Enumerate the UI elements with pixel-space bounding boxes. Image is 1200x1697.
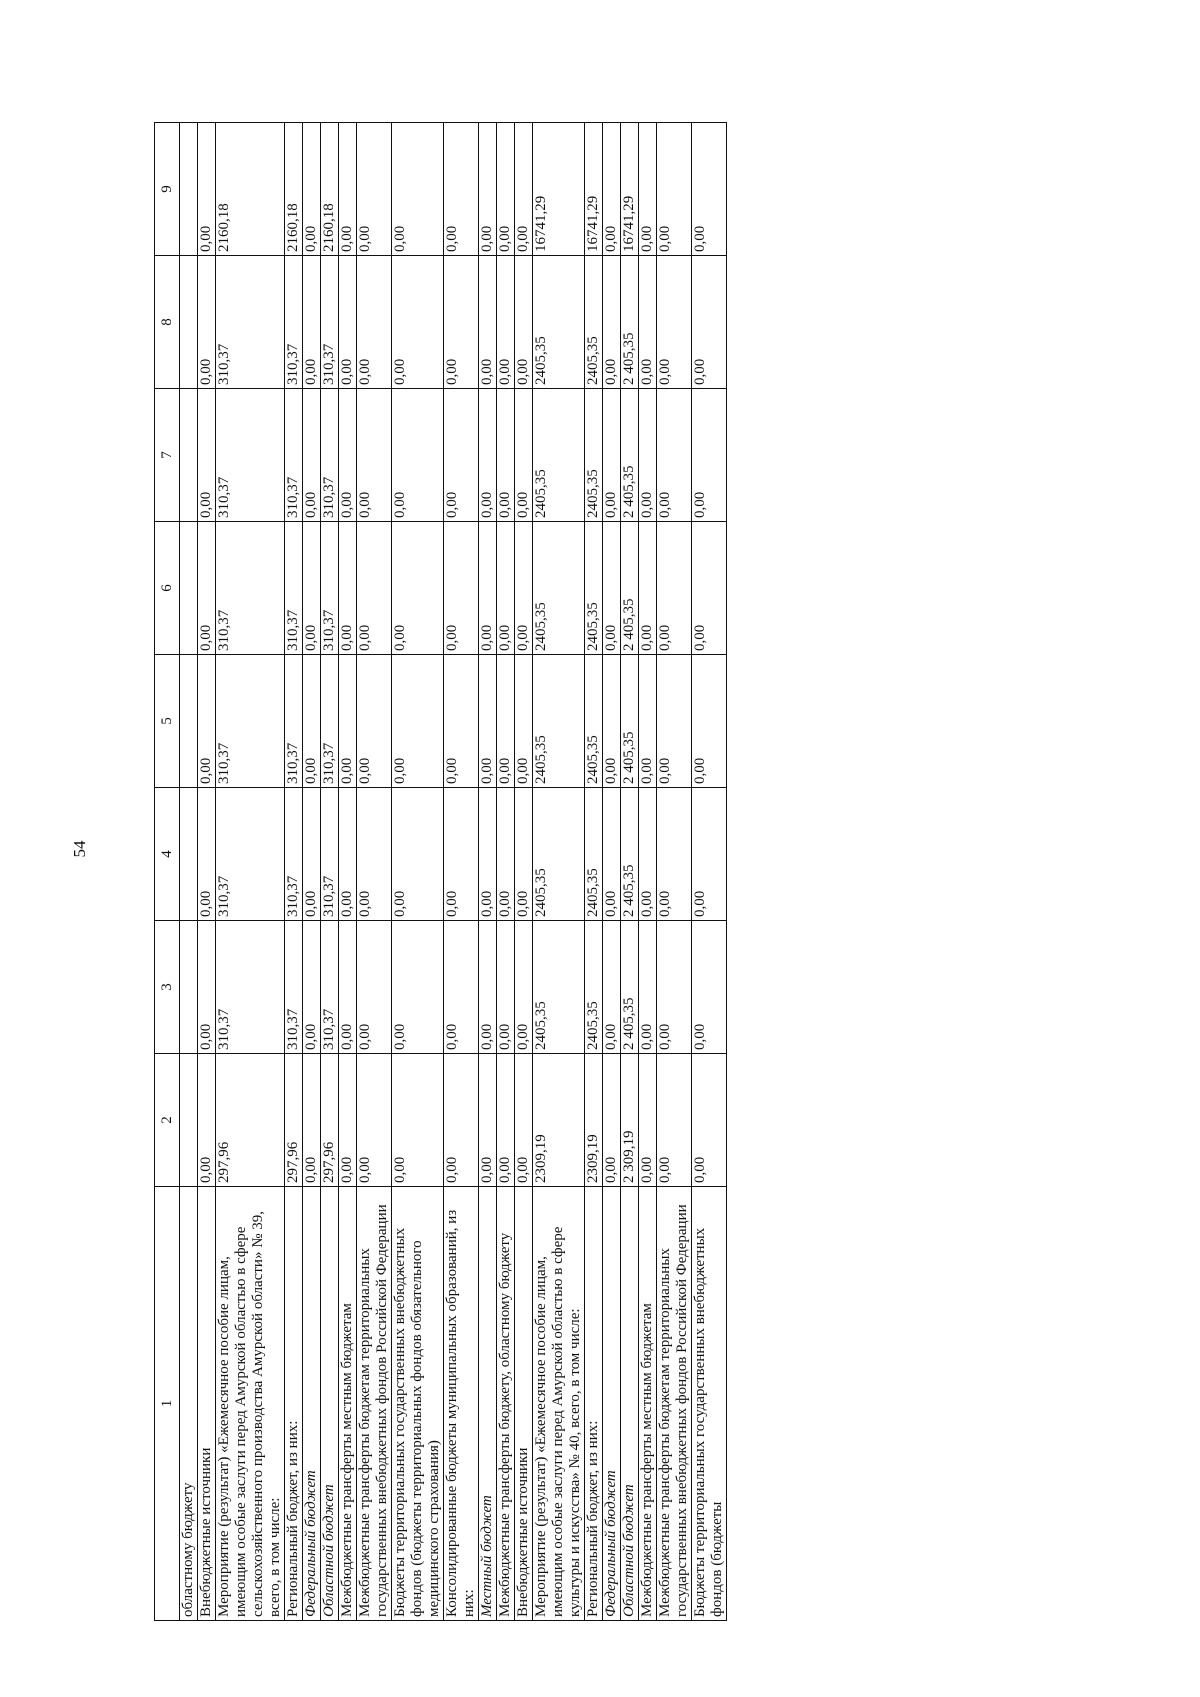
value-cell: 0,00 <box>639 256 657 389</box>
row-label: Областной бюджет <box>621 1187 639 1621</box>
value-cell: 310,37 <box>285 655 303 788</box>
row-label: Федеральный бюджет <box>303 1187 321 1621</box>
value-cell: 310,37 <box>321 655 339 788</box>
value-cell: 0,00 <box>444 256 479 389</box>
value-cell: 0,00 <box>198 389 216 522</box>
table-row <box>216 123 285 1621</box>
value-cell: 0,00 <box>657 522 692 655</box>
value-cell: 0,00 <box>444 788 479 921</box>
value-cell: 0,00 <box>479 921 497 1054</box>
value-cell: 0,00 <box>603 788 621 921</box>
value-cell: 0,00 <box>692 123 727 256</box>
value-cell: 0,00 <box>444 522 479 655</box>
value-cell <box>180 123 198 256</box>
value-cell: 0,00 <box>657 389 692 522</box>
column-header-1: 1 <box>155 1187 180 1621</box>
value-cell: 0,00 <box>198 123 216 256</box>
table-row <box>585 123 603 1621</box>
value-cell: 0,00 <box>392 123 444 256</box>
table-row <box>603 123 621 1621</box>
value-cell: 297,96 <box>216 1054 285 1187</box>
table-row <box>321 123 339 1621</box>
value-cell: 16741,29 <box>621 123 639 256</box>
table-row <box>621 123 639 1621</box>
table-row <box>497 123 515 1621</box>
table-row <box>444 123 479 1621</box>
value-cell: 310,37 <box>216 655 285 788</box>
value-cell: 0,00 <box>444 921 479 1054</box>
value-cell: 2 405,35 <box>621 788 639 921</box>
value-cell <box>180 1054 198 1187</box>
value-cell: 0,00 <box>657 788 692 921</box>
value-cell: 0,00 <box>515 1054 533 1187</box>
value-cell: 310,37 <box>216 256 285 389</box>
value-cell: 0,00 <box>339 256 357 389</box>
table-row <box>285 123 303 1621</box>
value-cell: 0,00 <box>357 389 392 522</box>
column-header-2: 2 <box>155 1054 180 1187</box>
value-cell: 310,37 <box>285 921 303 1054</box>
value-cell: 0,00 <box>339 655 357 788</box>
value-cell: 0,00 <box>479 1054 497 1187</box>
value-cell: 0,00 <box>603 256 621 389</box>
budget-table <box>154 122 727 1621</box>
value-cell: 0,00 <box>603 389 621 522</box>
value-cell: 0,00 <box>603 1054 621 1187</box>
value-cell: 310,37 <box>285 522 303 655</box>
value-cell: 2405,35 <box>533 921 585 1054</box>
value-cell: 2405,35 <box>533 788 585 921</box>
value-cell: 310,37 <box>321 921 339 1054</box>
value-cell: 2405,35 <box>585 921 603 1054</box>
value-cell: 2309,19 <box>585 1054 603 1187</box>
value-cell: 0,00 <box>479 522 497 655</box>
value-cell <box>180 921 198 1054</box>
column-header-6: 6 <box>155 522 180 655</box>
value-cell: 310,37 <box>285 256 303 389</box>
value-cell: 0,00 <box>657 123 692 256</box>
row-label: Межбюджетные трансферты местным бюджетам <box>339 1187 357 1621</box>
value-cell: 0,00 <box>198 921 216 1054</box>
value-cell: 0,00 <box>497 389 515 522</box>
value-cell: 0,00 <box>392 655 444 788</box>
value-cell: 0,00 <box>357 788 392 921</box>
value-cell: 0,00 <box>639 655 657 788</box>
value-cell: 0,00 <box>198 522 216 655</box>
value-cell: 2405,35 <box>585 256 603 389</box>
value-cell: 0,00 <box>692 522 727 655</box>
table-row <box>657 123 692 1621</box>
value-cell: 0,00 <box>444 389 479 522</box>
value-cell: 0,00 <box>479 655 497 788</box>
value-cell: 0,00 <box>692 921 727 1054</box>
row-label: Мероприятие (результат) «Ежемесячное пособие лицам, имеющим особые заслуги перед Амурской областью в сфере сельскохозяйственного производства Амурской области» № 39, всего, в том числе: <box>216 1187 285 1621</box>
value-cell: 0,00 <box>515 655 533 788</box>
rotated-table-container <box>154 123 1092 1621</box>
value-cell: 0,00 <box>339 1054 357 1187</box>
value-cell <box>180 389 198 522</box>
value-cell: 0,00 <box>339 788 357 921</box>
value-cell: 0,00 <box>497 1054 515 1187</box>
table-row <box>515 123 533 1621</box>
value-cell: 0,00 <box>639 389 657 522</box>
value-cell: 2405,35 <box>585 389 603 522</box>
page-number: 54 <box>70 840 89 858</box>
value-cell: 2405,35 <box>585 788 603 921</box>
row-label: Внебюджетные источники <box>515 1187 533 1621</box>
value-cell: 0,00 <box>497 256 515 389</box>
value-cell <box>180 256 198 389</box>
row-label: Межбюджетные трансферты бюджетам территориальных государственных внебюджетных фондов Российской Федерации <box>657 1187 692 1621</box>
value-cell: 0,00 <box>603 655 621 788</box>
row-label: Местный бюджет <box>479 1187 497 1621</box>
value-cell: 2160,18 <box>285 123 303 256</box>
column-header-9: 9 <box>155 123 180 256</box>
value-cell: 0,00 <box>497 921 515 1054</box>
value-cell: 0,00 <box>392 1054 444 1187</box>
row-label: Внебюджетные источники <box>198 1187 216 1621</box>
row-label: областному бюджету <box>180 1187 198 1621</box>
table-row <box>639 123 657 1621</box>
row-label: Межбюджетные трансферты бюджету, областному бюджету <box>497 1187 515 1621</box>
value-cell: 0,00 <box>479 788 497 921</box>
value-cell: 16741,29 <box>533 123 585 256</box>
column-header-5: 5 <box>155 655 180 788</box>
value-cell: 0,00 <box>339 522 357 655</box>
value-cell: 2309,19 <box>533 1054 585 1187</box>
value-cell: 0,00 <box>339 389 357 522</box>
value-cell: 0,00 <box>692 788 727 921</box>
row-label: Федеральный бюджет <box>603 1187 621 1621</box>
value-cell: 2 405,35 <box>621 389 639 522</box>
row-label: Региональный бюджет, из них: <box>585 1187 603 1621</box>
row-label: Региональный бюджет, из них: <box>285 1187 303 1621</box>
value-cell: 0,00 <box>603 921 621 1054</box>
value-cell: 0,00 <box>515 123 533 256</box>
table-row <box>533 123 585 1621</box>
value-cell: 0,00 <box>444 655 479 788</box>
value-cell: 310,37 <box>216 522 285 655</box>
row-label: Межбюджетные трансферты местным бюджетам <box>639 1187 657 1621</box>
value-cell: 2405,35 <box>533 655 585 788</box>
value-cell: 310,37 <box>216 389 285 522</box>
value-cell: 0,00 <box>357 655 392 788</box>
row-label: Межбюджетные трансферты бюджетам территориальных государственных внебюджетных фондов Российской Федерации <box>357 1187 392 1621</box>
row-label: Бюджеты территориальных государственных внебюджетных фондов (бюджеты <box>692 1187 727 1621</box>
table-row <box>392 123 444 1621</box>
value-cell: 0,00 <box>303 655 321 788</box>
table-row <box>479 123 497 1621</box>
value-cell: 2160,18 <box>216 123 285 256</box>
value-cell: 0,00 <box>303 123 321 256</box>
value-cell: 310,37 <box>321 256 339 389</box>
row-label: Областной бюджет <box>321 1187 339 1621</box>
row-label: Бюджеты территориальных государственных внебюджетных фондов (бюджеты территориальных фондов обязательного медицинского страхования) <box>392 1187 444 1621</box>
value-cell: 0,00 <box>657 921 692 1054</box>
value-cell: 310,37 <box>285 788 303 921</box>
value-cell: 0,00 <box>692 389 727 522</box>
value-cell: 0,00 <box>444 1054 479 1187</box>
value-cell: 0,00 <box>603 522 621 655</box>
value-cell: 0,00 <box>692 655 727 788</box>
value-cell: 0,00 <box>515 788 533 921</box>
value-cell: 0,00 <box>198 788 216 921</box>
value-cell: 0,00 <box>198 1054 216 1187</box>
value-cell: 0,00 <box>303 921 321 1054</box>
value-cell: 0,00 <box>639 1054 657 1187</box>
value-cell: 0,00 <box>339 921 357 1054</box>
value-cell: 0,00 <box>444 123 479 256</box>
table-row <box>303 123 321 1621</box>
value-cell: 0,00 <box>515 522 533 655</box>
value-cell: 0,00 <box>357 522 392 655</box>
value-cell: 16741,29 <box>585 123 603 256</box>
value-cell: 0,00 <box>339 123 357 256</box>
value-cell: 2405,35 <box>533 389 585 522</box>
row-label: Мероприятие (результат) «Ежемесячное пособие лицам, имеющим особые заслуги перед Амурской областью в сфере культуры и искусства» № 40, всего, в том числе: <box>533 1187 585 1621</box>
value-cell: 0,00 <box>198 655 216 788</box>
value-cell: 310,37 <box>321 522 339 655</box>
value-cell: 0,00 <box>497 788 515 921</box>
value-cell: 2405,35 <box>585 655 603 788</box>
table-body <box>180 123 727 1621</box>
value-cell: 0,00 <box>303 522 321 655</box>
value-cell: 2 405,35 <box>621 522 639 655</box>
value-cell: 0,00 <box>657 1054 692 1187</box>
table-row <box>180 123 198 1621</box>
value-cell: 0,00 <box>357 921 392 1054</box>
value-cell: 0,00 <box>497 655 515 788</box>
value-cell: 0,00 <box>657 256 692 389</box>
value-cell: 2 405,35 <box>621 921 639 1054</box>
table-header <box>155 123 180 1621</box>
value-cell: 0,00 <box>479 389 497 522</box>
value-cell: 2 405,35 <box>621 655 639 788</box>
value-cell: 0,00 <box>357 123 392 256</box>
value-cell: 0,00 <box>479 123 497 256</box>
value-cell: 2 309,19 <box>621 1054 639 1187</box>
value-cell: 0,00 <box>639 123 657 256</box>
value-cell: 2160,18 <box>321 123 339 256</box>
value-cell <box>180 522 198 655</box>
value-cell: 310,37 <box>321 788 339 921</box>
value-cell: 0,00 <box>515 921 533 1054</box>
header-row <box>155 123 180 1621</box>
value-cell: 297,96 <box>285 1054 303 1187</box>
value-cell: 0,00 <box>639 921 657 1054</box>
value-cell: 0,00 <box>497 123 515 256</box>
value-cell: 0,00 <box>657 655 692 788</box>
value-cell: 0,00 <box>303 256 321 389</box>
value-cell: 310,37 <box>285 389 303 522</box>
value-cell: 0,00 <box>392 256 444 389</box>
value-cell: 0,00 <box>357 1054 392 1187</box>
value-cell: 310,37 <box>321 389 339 522</box>
value-cell: 0,00 <box>692 256 727 389</box>
column-header-4: 4 <box>155 788 180 921</box>
value-cell: 0,00 <box>303 1054 321 1187</box>
value-cell: 0,00 <box>603 123 621 256</box>
value-cell: 0,00 <box>515 256 533 389</box>
value-cell: 0,00 <box>692 1054 727 1187</box>
value-cell: 0,00 <box>515 389 533 522</box>
value-cell: 297,96 <box>321 1054 339 1187</box>
value-cell: 0,00 <box>303 788 321 921</box>
value-cell <box>180 655 198 788</box>
value-cell: 310,37 <box>216 788 285 921</box>
row-label: Консолидированные бюджеты муниципальных образований, из них: <box>444 1187 479 1621</box>
value-cell: 0,00 <box>479 256 497 389</box>
value-cell: 2405,35 <box>533 522 585 655</box>
value-cell <box>180 788 198 921</box>
column-header-8: 8 <box>155 256 180 389</box>
table-row <box>339 123 357 1621</box>
value-cell: 0,00 <box>392 921 444 1054</box>
value-cell: 0,00 <box>392 522 444 655</box>
column-header-3: 3 <box>155 921 180 1054</box>
value-cell: 0,00 <box>198 256 216 389</box>
value-cell: 0,00 <box>303 389 321 522</box>
value-cell: 0,00 <box>497 522 515 655</box>
table-row <box>357 123 392 1621</box>
table-row <box>198 123 216 1621</box>
value-cell: 0,00 <box>639 788 657 921</box>
column-header-7: 7 <box>155 389 180 522</box>
value-cell: 2 405,35 <box>621 256 639 389</box>
value-cell: 0,00 <box>392 788 444 921</box>
value-cell: 0,00 <box>392 389 444 522</box>
table-row <box>692 123 727 1621</box>
value-cell: 310,37 <box>216 921 285 1054</box>
value-cell: 2405,35 <box>533 256 585 389</box>
value-cell: 0,00 <box>639 522 657 655</box>
value-cell: 2405,35 <box>585 522 603 655</box>
value-cell: 0,00 <box>357 256 392 389</box>
